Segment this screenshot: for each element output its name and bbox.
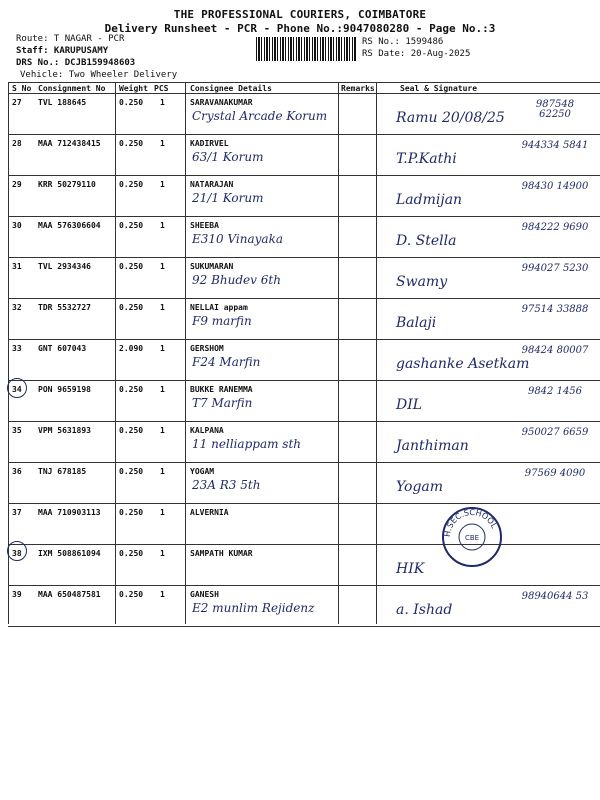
row-signature: Balaji [396, 315, 437, 331]
row-signature: Swamy [396, 274, 448, 290]
row-consignee-name: BUKKE RANEMMA [190, 385, 253, 394]
pen-circle-mark [7, 378, 27, 398]
row-signature: gashanke Asetkam [396, 356, 530, 372]
row-consignment-no: GNT 607043 [38, 344, 87, 353]
row-consignment-no: TNJ 678185 [38, 467, 87, 476]
barcode-image [256, 37, 356, 61]
row-sno: 39 [12, 590, 22, 599]
row-consignee-name: GANESH [190, 590, 219, 599]
table-top-border [8, 82, 600, 83]
row-pcs: 1 [160, 344, 165, 353]
row-weight: 0.250 [119, 139, 144, 148]
row-signature: Ramu 20/08/25 [396, 110, 505, 126]
stamp-text: H.SEC.SCHOOL [442, 507, 499, 538]
row-consignee-name: SARAVANAKUMAR [190, 98, 253, 107]
row-consignee-name: GERSHOM [190, 344, 224, 353]
row-handwritten-phone: 98424 80007 [521, 345, 589, 356]
row-sno: 34 [12, 385, 22, 394]
row-sno: 32 [12, 303, 22, 312]
row-consignment-no: MAA 576306604 [38, 221, 101, 230]
row-consignee-name: ALVERNIA [190, 508, 229, 517]
row-signature: Ladmijan [396, 192, 463, 208]
staff-label: Staff: KARUPUSAMY [16, 46, 109, 56]
row-separator [8, 380, 600, 381]
row-handwritten-address: F9 marfin [192, 314, 252, 328]
row-consignment-no: MAA 712438415 [38, 139, 101, 148]
column-header-sno: S No [12, 84, 32, 93]
row-handwritten-phone: 9842 1456 [527, 386, 583, 397]
row-handwritten-address: 63/1 Korum [192, 150, 264, 164]
row-separator [8, 216, 600, 217]
row-handwritten-phone: 97514 33888 [521, 304, 589, 315]
row-weight: 0.250 [119, 221, 144, 230]
row-separator [8, 462, 600, 463]
row-handwritten-address: 11 nelliappam sth [192, 437, 302, 451]
row-pcs: 1 [160, 385, 165, 394]
row-consignee-name: NELLAI appam [190, 303, 248, 312]
row-weight: 0.250 [119, 426, 144, 435]
row-handwritten-phone: 944334 5841 [521, 140, 589, 151]
vehicle-label: Vehicle: Two Wheeler Delivery [20, 70, 178, 80]
row-signature: DIL [396, 397, 423, 413]
row-handwritten-address: 21/1 Korum [192, 191, 264, 205]
row-sno: 33 [12, 344, 22, 353]
row-weight: 0.250 [119, 508, 144, 517]
row-separator [8, 421, 600, 422]
row-consignment-no: TVL 2934346 [38, 262, 91, 271]
school-stamp [440, 505, 504, 569]
rs-number: RS No.: 1599486 [362, 37, 444, 47]
row-consignment-no: TVL 188645 [38, 98, 87, 107]
row-consignee-name: SUKUMARAN [190, 262, 234, 271]
row-sno: 36 [12, 467, 22, 476]
row-handwritten-address: Crystal Arcade Korum [192, 109, 328, 123]
column-header-consignee: Consignee Details [190, 84, 272, 93]
row-sno: 35 [12, 426, 22, 435]
row-weight: 0.250 [119, 180, 144, 189]
row-separator [8, 626, 600, 627]
row-handwritten-address: T7 Marfin [192, 396, 253, 410]
row-sno: 38 [12, 549, 22, 558]
row-handwritten-phone: 950027 6659 [521, 427, 589, 438]
rs-date: RS Date: 20-Aug-2025 [362, 49, 471, 59]
row-pcs: 1 [160, 262, 165, 271]
column-divider [8, 82, 9, 624]
row-weight: 0.250 [119, 98, 144, 107]
row-consignment-no: VPM 5631893 [38, 426, 91, 435]
row-consignee-name: SHEEBA [190, 221, 219, 230]
column-divider [115, 82, 116, 624]
pen-circle-mark [7, 541, 27, 561]
row-handwritten-address: E310 Vinayaka [192, 232, 284, 246]
row-handwritten-phone: 987548 62250 [535, 99, 575, 120]
row-weight: 0.250 [119, 549, 144, 558]
row-pcs: 1 [160, 139, 165, 148]
row-signature: a. Ishad [396, 602, 453, 618]
row-pcs: 1 [160, 221, 165, 230]
row-separator [8, 175, 600, 176]
row-weight: 0.250 [119, 303, 144, 312]
row-handwritten-phone: 984222 9690 [521, 222, 589, 233]
row-consignee-name: KADIRVEL [190, 139, 229, 148]
row-separator [8, 257, 600, 258]
column-divider [338, 82, 339, 624]
row-consignment-no: TDR 5532727 [38, 303, 91, 312]
row-handwritten-phone: 97569 4090 [524, 468, 586, 479]
column-header-weight: Weight [119, 84, 148, 93]
row-consignment-no: IXM 508861094 [38, 549, 101, 558]
row-separator [8, 298, 600, 299]
row-weight: 0.250 [119, 590, 144, 599]
row-consignee-name: SAMPATH KUMAR [190, 549, 253, 558]
row-sno: 30 [12, 221, 22, 230]
row-sno: 28 [12, 139, 22, 148]
route-label: Route: T NAGAR - PCR [16, 34, 125, 44]
row-signature: T.P.Kathi [396, 151, 457, 167]
row-handwritten-address: F24 Marfin [192, 355, 261, 369]
row-weight: 0.250 [119, 467, 144, 476]
row-weight: 0.250 [119, 385, 144, 394]
row-pcs: 1 [160, 508, 165, 517]
company-title: THE PROFESSIONAL COURIERS, COIMBATORE [173, 8, 427, 21]
row-sno: 27 [12, 98, 22, 107]
row-pcs: 1 [160, 549, 165, 558]
row-sno: 37 [12, 508, 22, 517]
row-pcs: 1 [160, 467, 165, 476]
row-pcs: 1 [160, 590, 165, 599]
column-header-seal: Seal & Signature [400, 84, 478, 93]
row-pcs: 1 [160, 98, 165, 107]
row-separator [8, 339, 600, 340]
row-pcs: 1 [160, 303, 165, 312]
row-consignment-no: KRR 50279110 [38, 180, 96, 189]
drs-number: DRS No.: DCJB159948603 [16, 58, 136, 68]
row-sno: 29 [12, 180, 22, 189]
runsheet-subtitle: Delivery Runsheet - PCR - Phone No.:9047080280 - Page No.:3 [104, 22, 496, 35]
row-signature: Yogam [396, 479, 444, 495]
row-handwritten-address: 23A R3 5th [192, 478, 261, 492]
row-consignment-no: MAA 650487581 [38, 590, 101, 599]
row-handwritten-phone: 98940644 53 [521, 591, 589, 602]
svg-text:H.SEC.SCHOOL [443, 508, 499, 537]
row-consignee-name: YOGAM [190, 467, 215, 476]
row-separator [8, 503, 600, 504]
row-signature: HIK [396, 561, 425, 577]
row-separator [8, 585, 600, 586]
row-consignee-name: KALPANA [190, 426, 224, 435]
row-sno: 31 [12, 262, 22, 271]
row-consignee-name: NATARAJAN [190, 180, 234, 189]
column-divider [185, 82, 186, 624]
row-pcs: 1 [160, 180, 165, 189]
column-header-remarks: Remarks [341, 84, 375, 93]
row-handwritten-address: E2 munlim Rejidenz [192, 601, 315, 615]
row-weight: 2.090 [119, 344, 144, 353]
row-signature: Janthiman [396, 438, 469, 454]
stamp-center-text: CBE [464, 534, 480, 542]
row-separator [8, 134, 600, 135]
row-weight: 0.250 [119, 262, 144, 271]
row-consignment-no: MAA 710903113 [38, 508, 101, 517]
row-signature: D. Stella [396, 233, 457, 249]
column-header-pcs: PCS [154, 84, 169, 93]
row-handwritten-phone: 994027 5230 [521, 263, 589, 274]
column-header-consignment: Consignment No [38, 84, 106, 93]
row-pcs: 1 [160, 426, 165, 435]
row-handwritten-address: 92 Bhudev 6th [192, 273, 281, 287]
column-divider [376, 82, 377, 624]
row-handwritten-phone: 98430 14900 [521, 181, 589, 192]
header-separator [8, 93, 600, 94]
row-consignment-no: PON 9659198 [38, 385, 91, 394]
row-separator [8, 544, 600, 545]
